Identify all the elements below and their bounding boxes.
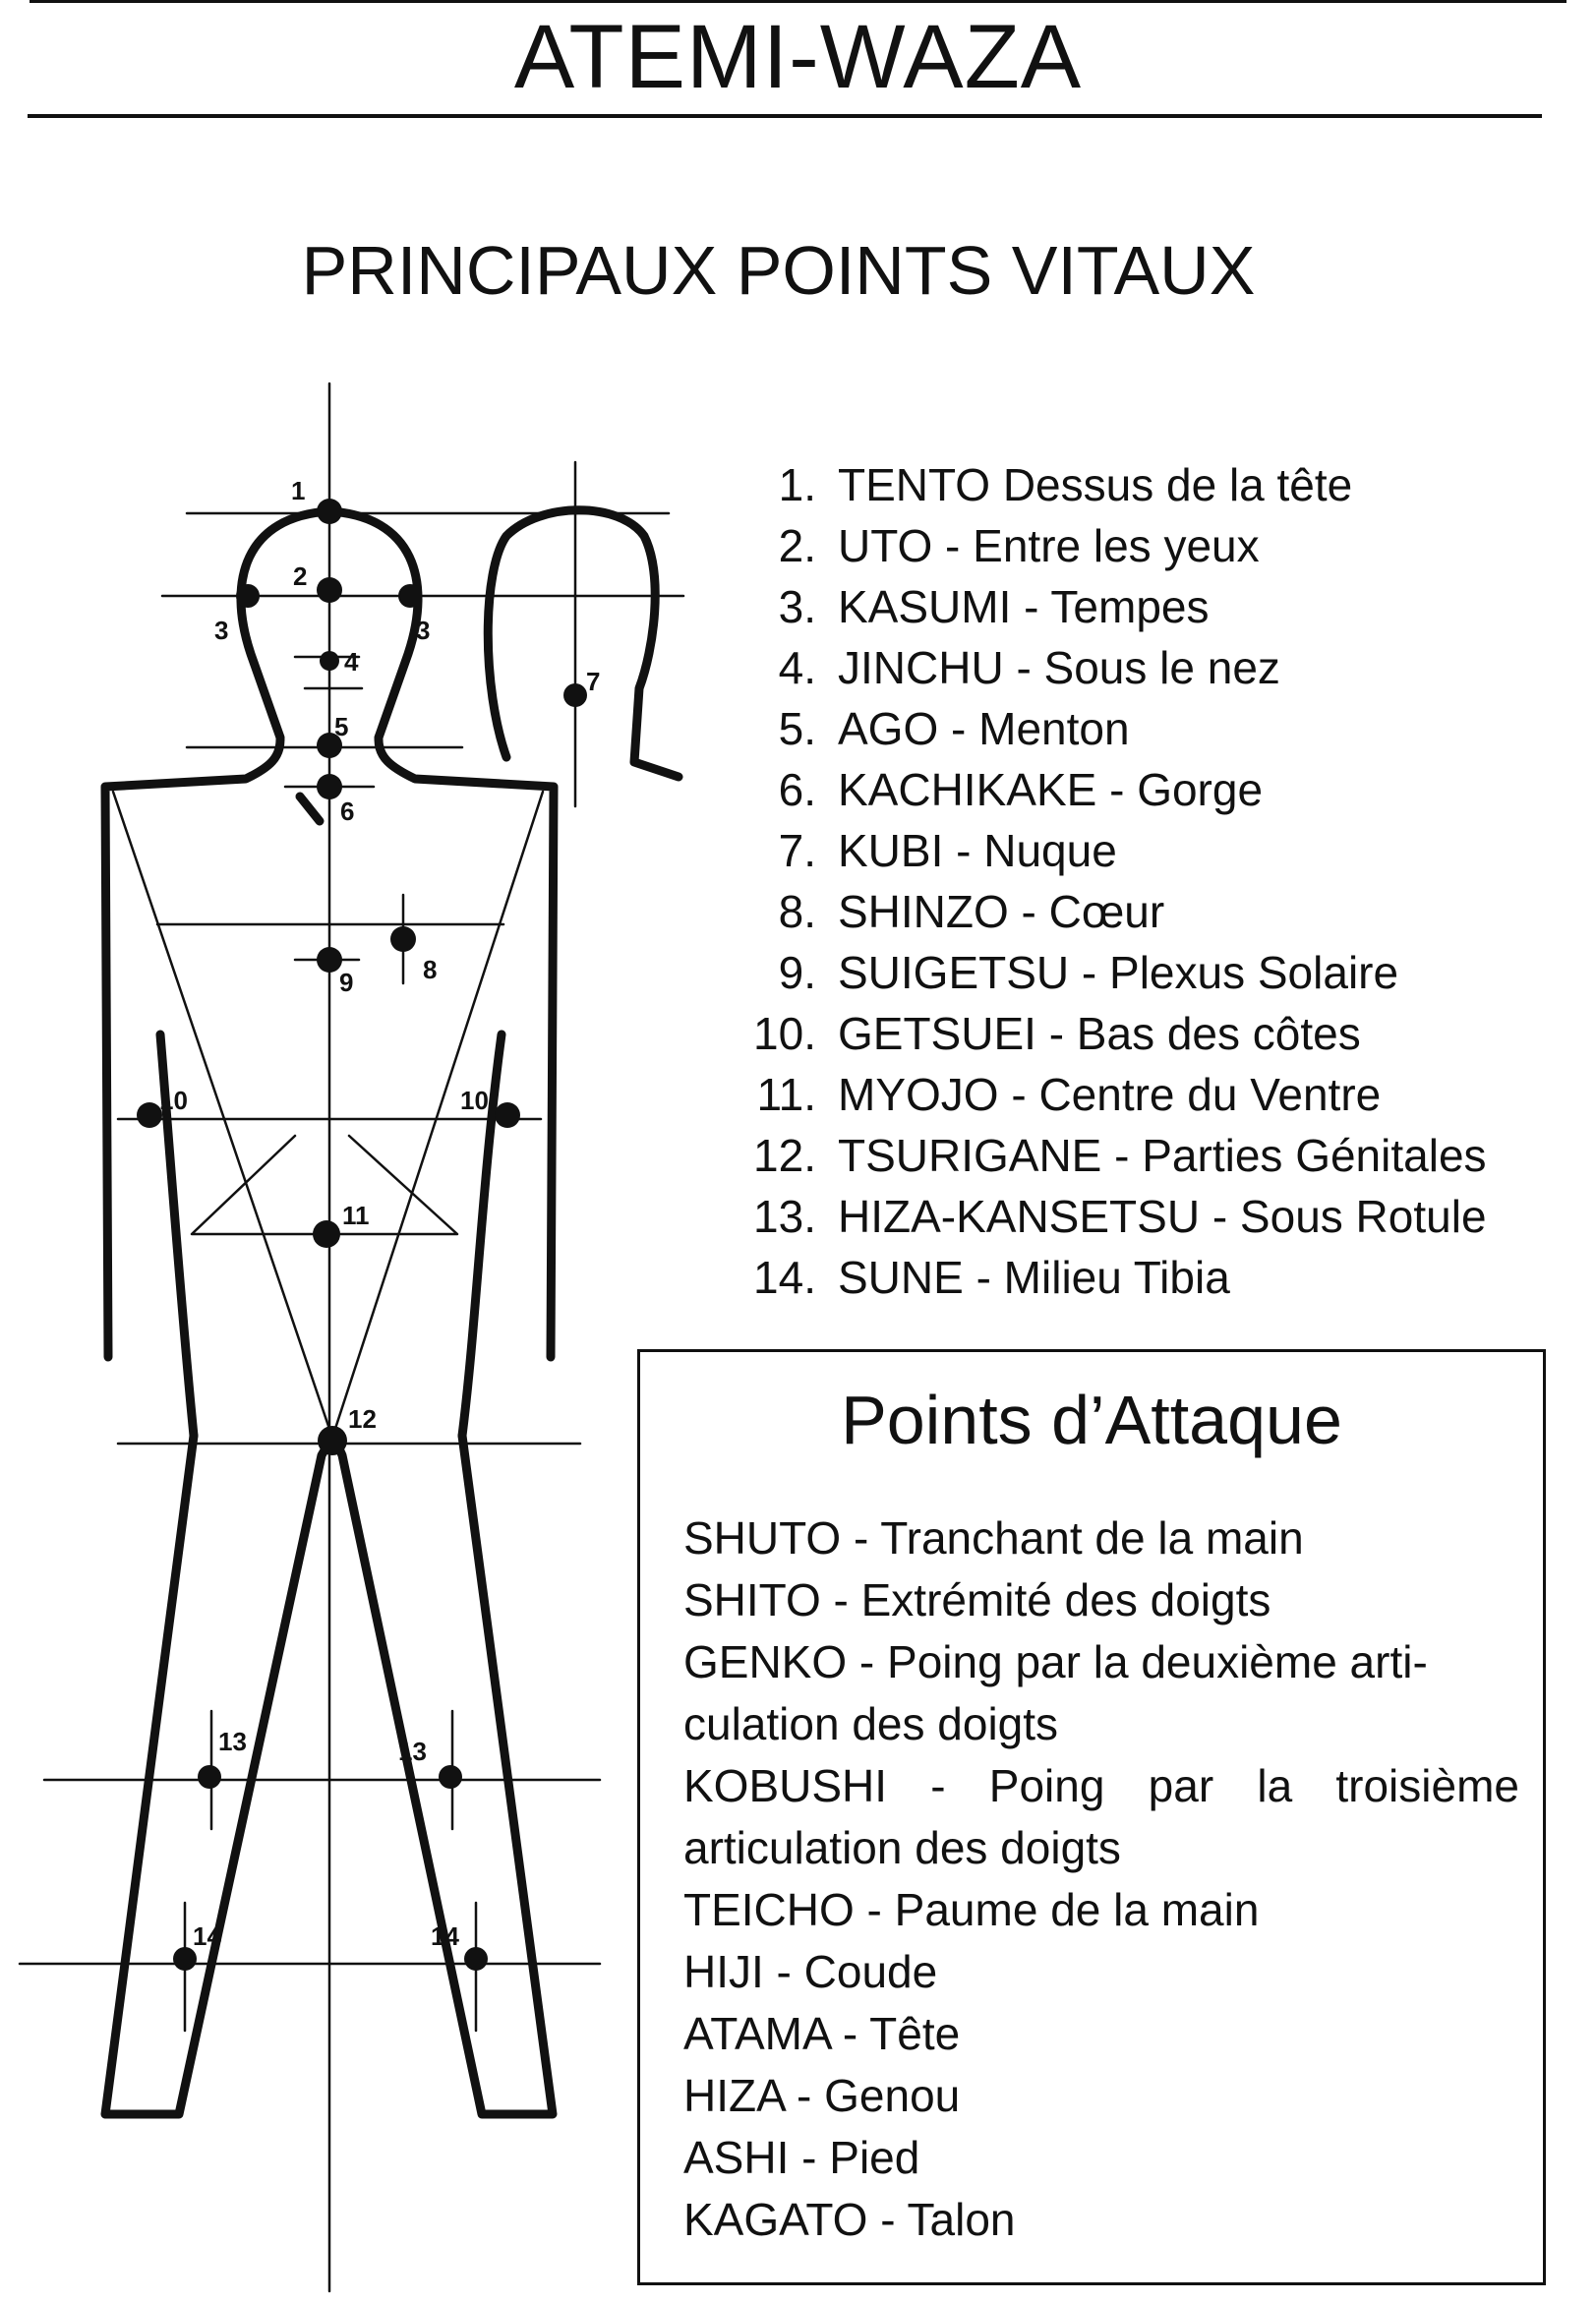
vital-point-number: 11. <box>756 1069 816 1120</box>
vital-point-text: JINCHU - Sous le nez <box>838 642 1280 693</box>
label-6: 6 <box>340 797 355 826</box>
point-3-right-dot <box>398 584 422 608</box>
attack-point-desc: Tranchant de la main <box>880 1512 1304 1564</box>
vital-point-text: AGO - Menton <box>838 703 1130 754</box>
label-11: 11 <box>342 1201 370 1230</box>
attack-point-name: HIZA <box>683 2070 785 2121</box>
vital-point-item <box>688 1125 1593 1186</box>
vital-point-text: TENTO Dessus de la tête <box>838 459 1353 510</box>
body-outline <box>105 510 679 2114</box>
label-5: 5 <box>334 712 349 741</box>
label-13-right: 13 <box>398 1737 427 1766</box>
label-9: 9 <box>339 968 354 997</box>
vital-point-number: 12. <box>753 1130 816 1181</box>
vital-point-item <box>688 881 1593 942</box>
vital-point-item <box>688 576 1593 637</box>
vital-point-number: 7. <box>778 825 816 876</box>
point-12-dot <box>318 1426 347 1455</box>
attack-point-desc: Talon <box>907 2194 1016 2245</box>
label-13-left: 13 <box>218 1727 247 1756</box>
label-1: 1 <box>291 476 306 505</box>
attack-point-name: SHUTO <box>683 1512 842 1564</box>
vital-point-text: MYOJO - Centre du Ventre <box>838 1069 1382 1120</box>
vital-point-text: SHINZO - Cœur <box>838 886 1165 937</box>
vital-point-number: 10. <box>753 1008 816 1059</box>
attack-point-desc: Paume de la main <box>894 1884 1260 1935</box>
vital-point-item <box>688 698 1593 759</box>
point-10-right-dot <box>495 1102 520 1128</box>
vital-point-item <box>688 942 1593 1003</box>
attack-point-name: KOBUSHI <box>683 1760 888 1811</box>
vital-point-number: 5. <box>778 703 816 754</box>
vital-point-number: 3. <box>778 581 816 632</box>
attack-point-name: GENKO <box>683 1636 848 1687</box>
vital-point-number: 1. <box>778 459 816 510</box>
vital-point-number: 9. <box>778 947 816 998</box>
attack-point-name: SHITO <box>683 1574 821 1625</box>
attack-point-item: ASHI - Pied <box>683 2132 920 2183</box>
top-border-line <box>30 0 1566 3</box>
vital-point-number: 6. <box>778 764 816 815</box>
vital-point-text: UTO - Entre les yeux <box>838 520 1260 571</box>
label-14-right: 14 <box>431 1921 459 1951</box>
attack-point-name: HIJI <box>683 1946 764 1997</box>
attack-point-desc: Genou <box>824 2070 961 2121</box>
point-4-dot <box>320 651 339 671</box>
point-6-dot <box>317 774 342 799</box>
vital-point-text: KACHIKAKE - Gorge <box>838 764 1264 815</box>
point-7-dot <box>563 683 587 707</box>
vital-point-item <box>688 1186 1593 1247</box>
attack-point-item: GENKO - Poing par la deuxième arti- <box>683 1636 1428 1687</box>
vital-point-item <box>688 637 1593 698</box>
label-3-right: 3 <box>416 616 431 645</box>
point-3-left-dot <box>236 584 260 608</box>
attack-point-desc: Coude <box>803 1946 938 1997</box>
title-underline <box>28 114 1542 118</box>
label-10-left: 10 <box>159 1086 188 1115</box>
label-2: 2 <box>293 561 308 591</box>
attack-point-item: TEICHO - Paume de la main <box>683 1884 1260 1935</box>
label-7: 7 <box>586 667 601 696</box>
attack-point-item: KAGATO - Talon <box>683 2194 1016 2245</box>
attack-point-continuation <box>683 1817 1519 1879</box>
vital-point-number: 2. <box>778 520 816 571</box>
attack-point-name: ASHI <box>683 2132 790 2183</box>
point-1-dot <box>317 499 342 524</box>
attack-point-desc: Tête <box>869 2008 961 2059</box>
attack-point-desc: articulation des doigts <box>683 1822 1121 1873</box>
vital-point-item <box>688 820 1593 881</box>
page-title: ATEMI-WAZA <box>513 7 1083 107</box>
point-8-dot <box>390 926 416 952</box>
vital-point-item <box>688 1003 1593 1064</box>
attack-point-name: KAGATO <box>683 2194 868 2245</box>
vital-point-item <box>688 454 1593 515</box>
point-13-left-dot <box>198 1765 221 1789</box>
label-4: 4 <box>344 647 359 677</box>
vital-point-number: 4. <box>778 642 816 693</box>
label-12: 12 <box>348 1404 377 1434</box>
attack-point-name: TEICHO <box>683 1884 855 1935</box>
attack-point-item: KOBUSHI - Poing par la troisième <box>683 1760 1519 1811</box>
label-14-left: 14 <box>193 1921 221 1951</box>
vital-point-text: KUBI - Nuque <box>838 825 1117 876</box>
point-14-right-dot <box>464 1947 488 1971</box>
attack-point-item: ATAMA - Tête <box>683 2008 961 2059</box>
vital-point-item <box>688 1247 1593 1308</box>
attack-point-desc: Poing par la troisième <box>988 1760 1519 1811</box>
page-subtitle: PRINCIPAUX POINTS VITAUX <box>301 232 1256 309</box>
vital-point-text: HIZA-KANSETSU - Sous Rotule <box>838 1191 1487 1242</box>
vital-points-list <box>688 454 1593 1308</box>
vital-point-text: GETSUEI - Bas des côtes <box>838 1008 1361 1059</box>
vital-point-item <box>688 1064 1593 1125</box>
label-3-left: 3 <box>214 616 229 645</box>
vital-point-text: KASUMI - Tempes <box>838 581 1210 632</box>
attack-point-continuation <box>683 1693 1519 1755</box>
vital-point-number: 8. <box>778 886 816 937</box>
attack-point-desc: Extrémité des doigts <box>860 1574 1271 1625</box>
attack-point-desc: Poing par la deuxième arti- <box>887 1636 1428 1687</box>
point-2-dot <box>317 577 342 603</box>
vital-point-number: 14. <box>753 1252 816 1303</box>
vital-point-text: TSURIGANE - Parties Génitales <box>838 1130 1487 1181</box>
attack-point-name: ATAMA <box>683 2008 831 2059</box>
attack-point-item: HIJI - Coude <box>683 1946 938 1997</box>
attack-points-box <box>637 1349 1546 2285</box>
vital-point-text: SUIGETSU - Plexus Solaire <box>838 947 1399 998</box>
attack-point-item: SHITO - Extrémité des doigts <box>683 1574 1271 1625</box>
point-13-right-dot <box>439 1765 462 1789</box>
vital-point-item <box>688 515 1593 576</box>
attack-point-desc: Pied <box>829 2132 920 2183</box>
attack-point-desc: culation des doigts <box>683 1698 1059 1749</box>
attack-points-title: Points d’Attaque <box>841 1382 1342 1458</box>
vital-point-text: SUNE - Milieu Tibia <box>838 1252 1230 1303</box>
label-10-right: 10 <box>460 1086 489 1115</box>
body-diagram <box>0 374 688 2303</box>
vital-point-number: 13. <box>753 1191 816 1242</box>
attack-point-item: HIZA - Genou <box>683 2070 961 2121</box>
vital-point-item <box>688 759 1593 820</box>
point-11-dot <box>313 1220 340 1248</box>
attack-point-item: SHUTO - Tranchant de la main <box>683 1512 1304 1564</box>
attack-points-list <box>683 1507 1519 2251</box>
label-8: 8 <box>423 955 438 984</box>
